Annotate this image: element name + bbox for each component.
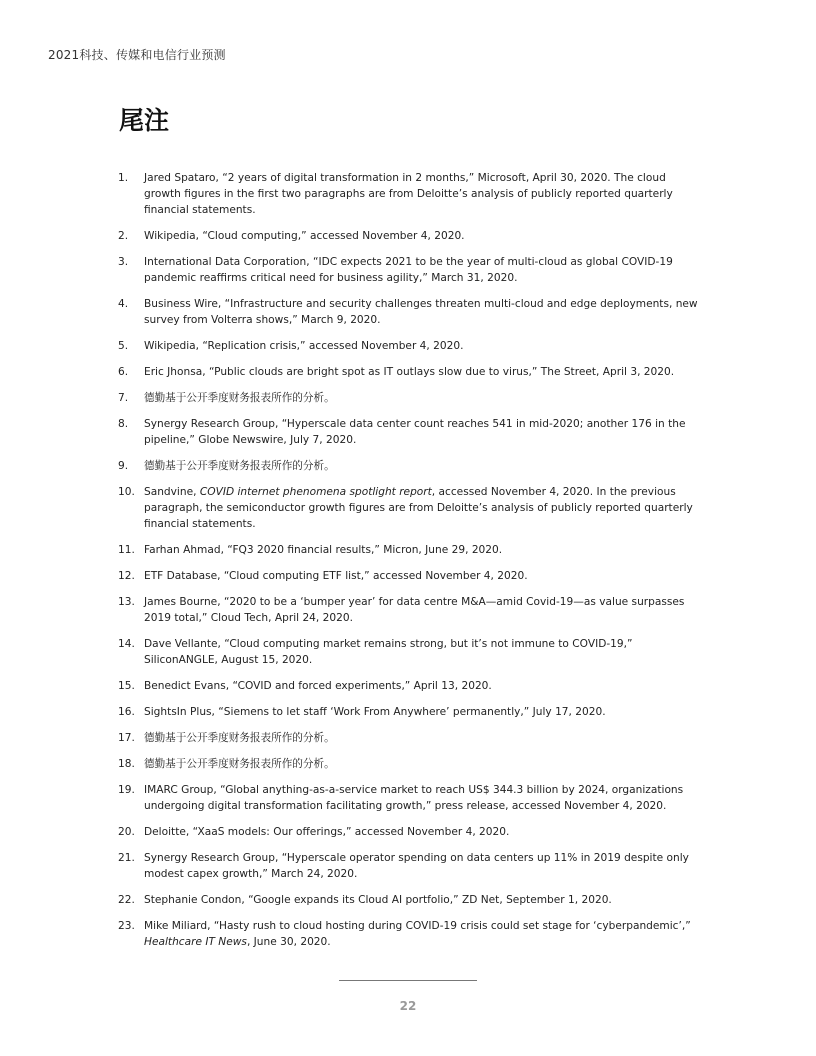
endnote-text: James Bourne, “2020 to be a ‘bumper year’ for data centre M&A—amid Covid-19—as value surpasses 2019 total,” Cloud Tech, April 24, 2020. xyxy=(144,596,685,624)
endnote-text: Wikipedia, “Replication crisis,” accessed November 4, 2020. xyxy=(144,340,464,352)
endnote-publication-title: Healthcare IT News xyxy=(144,936,247,948)
endnote-19 xyxy=(118,782,698,814)
endnote-18 xyxy=(118,756,698,772)
endnote-number: 12. xyxy=(118,570,135,582)
endnote-text: Farhan Ahmad, “FQ3 2020 financial results,” Micron, June 29, 2020. xyxy=(144,544,503,556)
endnote-number: 14. xyxy=(118,638,135,650)
endnote-number: 9. xyxy=(118,460,129,472)
endnote-text-part: Sandvine, xyxy=(144,486,200,498)
endnote-17 xyxy=(118,730,698,746)
endnote-10 xyxy=(118,484,698,532)
endnote-text: International Data Corporation, “IDC expects 2021 to be the year of multi-cloud as global COVID-19 pandemic reaffirms critical need for business agility,” March 31, 2020. xyxy=(144,256,673,284)
endnote-4 xyxy=(118,296,698,328)
endnote-text: IMARC Group, “Global anything-as-a-service market to reach US$ 344.3 billion by 2024, organizations undergoing digital transformation facilitating growth,” press release, accessed November 4, 2020. xyxy=(144,784,684,812)
endnote-number: 15. xyxy=(118,680,135,692)
endnote-12 xyxy=(118,568,698,584)
endnote-text: 德勤基于公开季度财务报表所作的分析。 xyxy=(144,392,335,404)
endnote-number: 3. xyxy=(118,256,129,268)
endnote-2 xyxy=(118,228,698,244)
endnote-text: SightsIn Plus, “Siemens to let staff ‘Work From Anywhere’ permanently,” July 17, 2020. xyxy=(144,706,606,718)
endnote-6 xyxy=(118,364,698,380)
endnote-text: Benedict Evans, “COVID and forced experiments,” April 13, 2020. xyxy=(144,680,492,692)
endnote-15 xyxy=(118,678,698,694)
endnote-text xyxy=(144,918,698,950)
endnote-number: 1. xyxy=(118,172,129,184)
endnotes-list xyxy=(118,170,698,960)
endnote-number: 6. xyxy=(118,366,129,378)
endnote-number: 5. xyxy=(118,340,129,352)
page-number: 22 xyxy=(399,999,417,1013)
endnote-publication-title: COVID internet phenomena spotlight report xyxy=(199,486,432,498)
endnote-text: Dave Vellante, “Cloud computing market remains strong, but it’s not immune to COVID-19,” SiliconANGLE, August 15, 2020. xyxy=(144,638,633,666)
endnote-text-part: , June 30, 2020. xyxy=(246,936,331,948)
running-header: 2021科技、传媒和电信行业预测 xyxy=(48,48,226,62)
endnote-text: Jared Spataro, “2 years of digital transformation in 2 months,” Microsoft, April 30, 2020. The cloud growth figures in the first two paragraphs are from Deloitte’s analysis of publicly reported quarterly financial statements. xyxy=(144,172,673,216)
endnote-number: 2. xyxy=(118,230,129,242)
endnote-number: 23. xyxy=(118,920,135,932)
endnote-7 xyxy=(118,390,698,406)
endnote-number: 16. xyxy=(118,706,135,718)
endnote-text-part: Mike Miliard, “Hasty rush to cloud hosting during COVID-19 crisis could set stage for ‘cyberpandemic’,” xyxy=(144,920,691,932)
endnote-14 xyxy=(118,636,698,668)
endnote-number: 11. xyxy=(118,544,135,556)
endnote-11 xyxy=(118,542,698,558)
endnote-text: Synergy Research Group, “Hyperscale operator spending on data centers up 11% in 2019 despite only modest capex growth,” March 24, 2020. xyxy=(144,852,689,880)
endnote-3 xyxy=(118,254,698,286)
endnote-number: 4. xyxy=(118,298,129,310)
endnote-number: 7. xyxy=(118,392,129,404)
endnote-22 xyxy=(118,892,698,908)
endnote-13 xyxy=(118,594,698,626)
endnote-21 xyxy=(118,850,698,882)
endnote-text: 德勤基于公开季度财务报表所作的分析。 xyxy=(144,732,335,744)
endnote-text: 德勤基于公开季度财务报表所作的分析。 xyxy=(144,460,335,472)
endnote-number: 8. xyxy=(118,418,129,430)
endnote-text: ETF Database, “Cloud computing ETF list,” accessed November 4, 2020. xyxy=(144,570,528,582)
endnote-text-part: , accessed November 4, 2020. In the previous paragraph, the semiconductor growth figures are from Deloitte’s analysis of publicly reported quarterly financial statements. xyxy=(144,486,693,530)
endnote-text xyxy=(144,484,698,532)
endnote-8 xyxy=(118,416,698,448)
endnote-number: 22. xyxy=(118,894,135,906)
endnote-text: Business Wire, “Infrastructure and security challenges threaten multi-cloud and edge deployments, new survey from Volterra shows,” March 9, 2020. xyxy=(144,298,698,326)
endnote-1 xyxy=(118,170,698,218)
page-title: 尾注 xyxy=(119,106,170,135)
endnote-number: 21. xyxy=(118,852,135,864)
endnote-20 xyxy=(118,824,698,840)
endnote-number: 19. xyxy=(118,784,135,796)
endnote-16 xyxy=(118,704,698,720)
endnote-9 xyxy=(118,458,698,474)
endnote-text: Synergy Research Group, “Hyperscale data center count reaches 541 in mid-2020; another 176 in the pipeline,” Globe Newswire, July 7, 2020. xyxy=(144,418,686,446)
endnote-number: 13. xyxy=(118,596,135,608)
endnote-text: 德勤基于公开季度财务报表所作的分析。 xyxy=(144,758,335,770)
footer-divider xyxy=(339,980,477,981)
endnote-text: Deloitte, “XaaS models: Our offerings,” accessed November 4, 2020. xyxy=(144,826,510,838)
endnote-number: 10. xyxy=(118,486,135,498)
endnote-number: 20. xyxy=(118,826,135,838)
endnote-text: Wikipedia, “Cloud computing,” accessed November 4, 2020. xyxy=(144,230,465,242)
endnote-5 xyxy=(118,338,698,354)
endnote-23 xyxy=(118,918,698,950)
endnote-number: 17. xyxy=(118,732,135,744)
endnote-number: 18. xyxy=(118,758,135,770)
endnote-text: Stephanie Condon, “Google expands its Cloud AI portfolio,” ZD Net, September 1, 2020. xyxy=(144,894,612,906)
endnote-text: Eric Jhonsa, “Public clouds are bright spot as IT outlays slow due to virus,” The Street, April 3, 2020. xyxy=(144,366,675,378)
